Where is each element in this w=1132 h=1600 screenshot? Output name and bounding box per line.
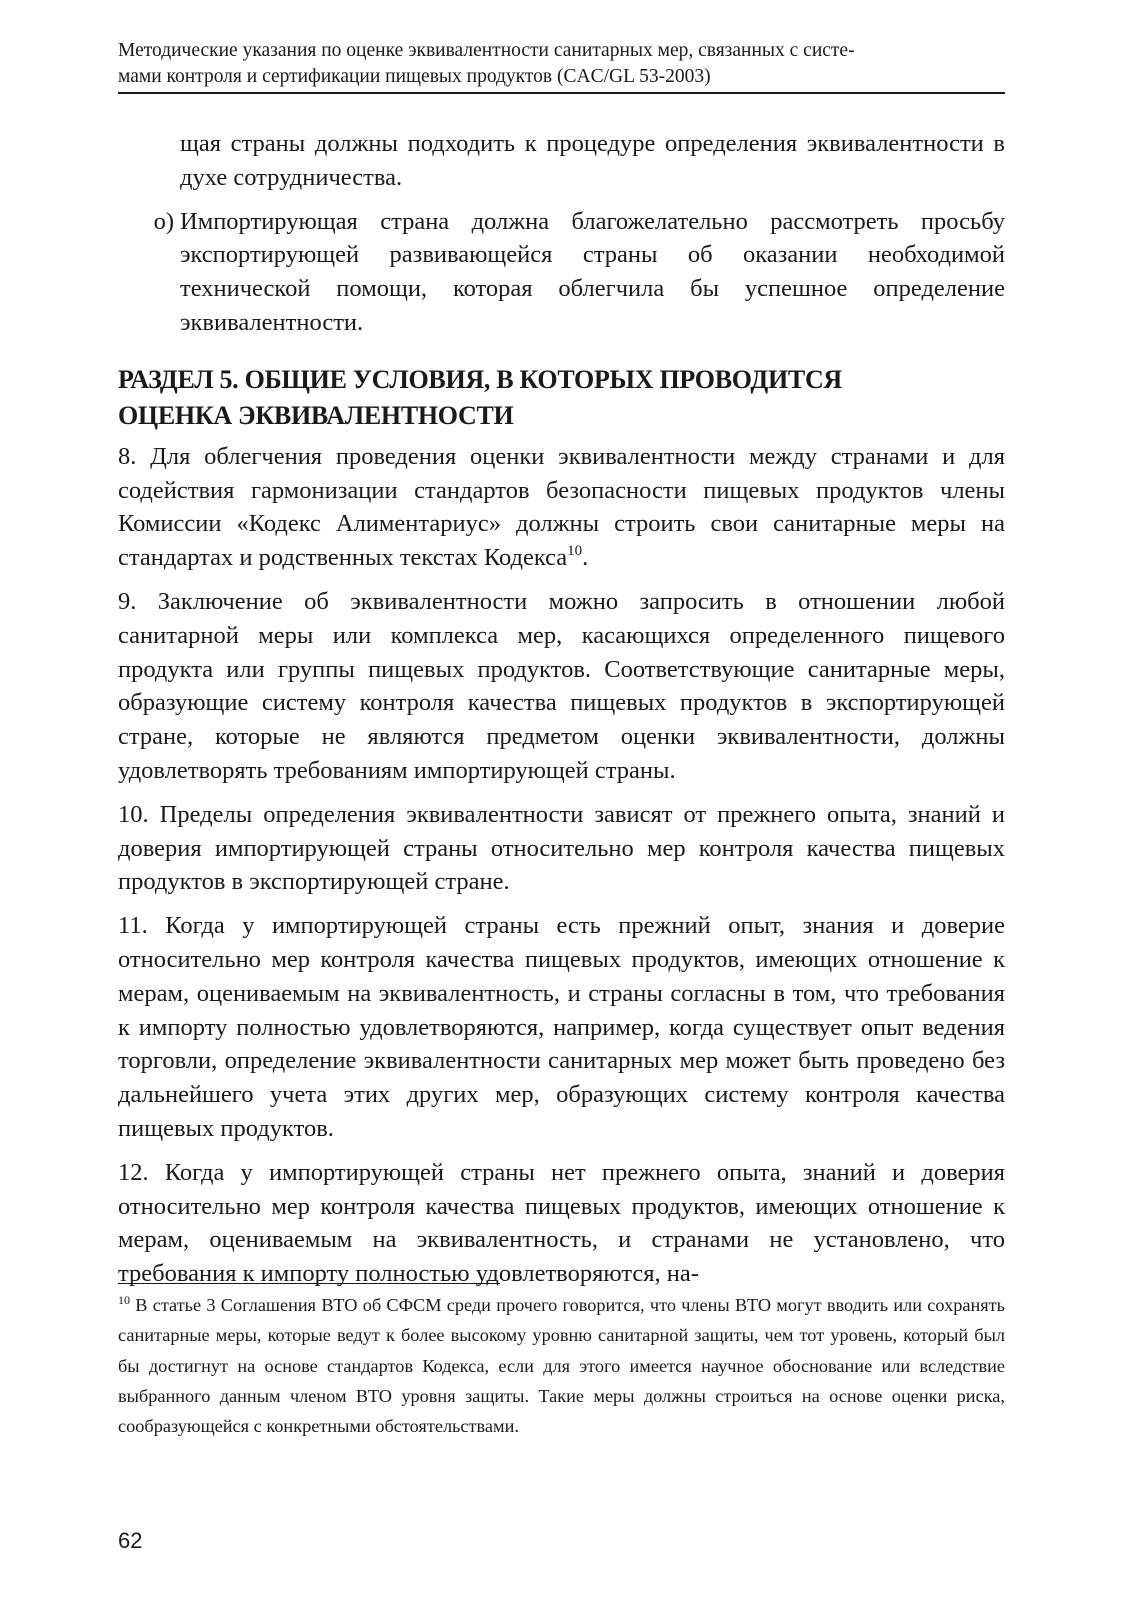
page-number: 62 [118, 1528, 143, 1553]
footnote [118, 1290, 1005, 1441]
section-heading [118, 362, 1005, 434]
body-text [118, 127, 1005, 1301]
paragraph-8 [118, 440, 1005, 575]
list-item-text: Импортирующая страна должна благожелательно рассмотреть просьбу экспортирующей развивающейся страны об оказании необходимой технической помощи, которая облегчила бы успешное определение эквивалентности. [180, 207, 1005, 336]
section-heading-line-2: ОЦЕНКА ЭКВИВАЛЕНТНОСТИ [118, 400, 514, 430]
paragraph-8-text: 8. Для облегчения проведения оценки эквивалентности между странами и для содействия гармонизации стандартов безопасности пищевых продуктов члены Комиссии «Кодекс Алиментариус» должны строить свои санитарные меры на стандартах и родственных текстах Кодекса [118, 442, 1005, 572]
paragraph-8-end: . [582, 544, 589, 572]
footnote-divider [118, 1283, 500, 1284]
footnote-text: В статье 3 Соглашения ВТО об СФСМ среди прочего говорится, что члены ВТО могут вводить или сохранять санитарные меры, которые ведут к более высокому уровню санитарной защиты, чем тот уровень, который был бы достигнут на основе стандартов Кодекса, если для этого имеется научное обоснование или вследствие выбранного данным членом ВТО уровня защиты. Такие меры должны строиться на основе оценки риска, сообразующейся с конкретными обстоятельствами. [118, 1295, 1005, 1437]
footnote-reference[interactable]: 10 [567, 543, 583, 560]
paragraph-11: 11. Когда у импортирующей страны есть прежний опыт, знания и доверие относительно мер контроля качества пищевых продуктов, имеющих отношение к мерам, оцениваемым на эквивалентность, и страны согласны в том, что требования к импорту полностью удовлетворяются, например, когда существует опыт ведения торговли, определение эквивалентности санитарных мер может быть проведено без дальнейшего учета этих других мер, образующих систему контроля качества пищевых продуктов. [118, 912, 1005, 1142]
running-header [118, 38, 1005, 94]
paragraph-9: 9. Заключение об эквивалентности можно запросить в отношении любой санитарной меры или комплекса мер, касающихся определенного пищевого продукта или группы пищевых продуктов. Соответствующие санитарные меры, образующие систему контроля качества пищевых продуктов в экспортирующей стране, которые не являются предметом оценки эквивалентности, должны удовлетворять требованиям импортирующей страны. [118, 587, 1005, 784]
continuation-paragraph: щая страны должны подходить к процедуре определения эквивалентности в духе сотрудничества. [180, 130, 1005, 191]
list-marker: o) [153, 207, 174, 235]
running-header-line-2: мами контроля и сертификации пищевых продуктов (CAC/GL 53-2003) [118, 66, 711, 87]
paragraph-10: 10. Пределы определения эквивалентности зависят от прежнего опыта, знаний и доверия импортирующей страны относительно мер контроля качества пищевых продуктов в экспортирующей стране. [118, 800, 1005, 896]
section-heading-line-1: РАЗДЕЛ 5. ОБЩИЕ УСЛОВИЯ, В КОТОРЫХ ПРОВОДИТСЯ [118, 364, 842, 394]
list-item-o [118, 205, 1005, 340]
footnote-number: 10 [118, 1293, 130, 1307]
paragraph-12: 12. Когда у импортирующей страны нет прежнего опыта, знаний и доверия относительно мер контроля качества пищевых продуктов, имеющих отношение к мерам, оцениваемым на эквивалентность, и странами не установлено, что требования к импорту полностью удовлетворяются, на- [118, 1158, 1005, 1288]
running-header-line-1: Методические указания по оценке эквивалентности санитарных мер, связанных с систе- [118, 40, 855, 61]
